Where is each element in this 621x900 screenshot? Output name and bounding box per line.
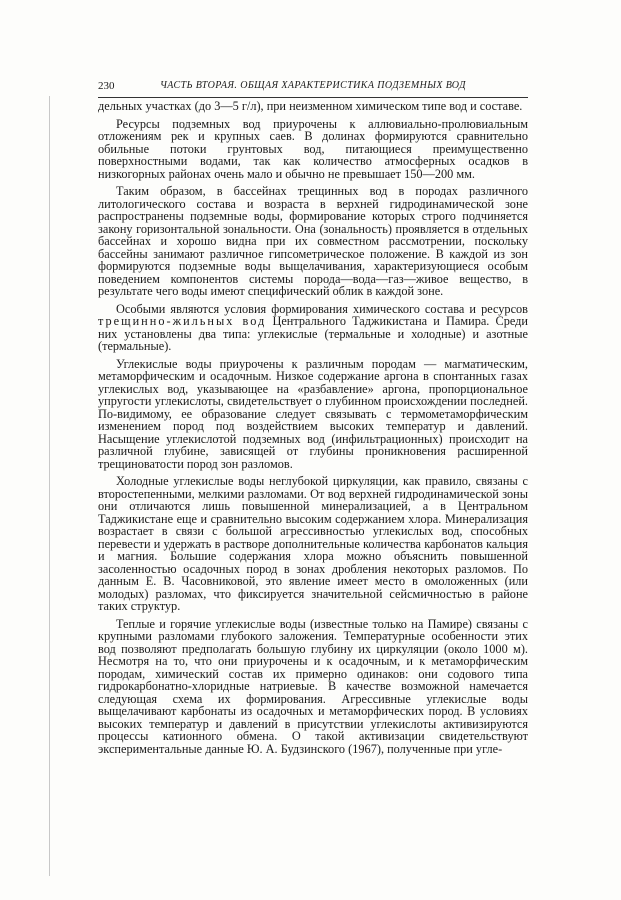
paragraph-4-after: Центрального Таджикистана и Памира. Среди них установлены два типа: углекислые (термальные и холодные) и азотные (термальные). bbox=[98, 314, 528, 353]
paragraph-1: дельных участках (до 3—5 г/л), при неизменном химическом типе вод и составе. bbox=[98, 99, 523, 113]
paragraph-4-spaced: трещинно-жильных вод bbox=[98, 314, 267, 328]
paragraph-3: Таким образом, в бассейнах трещинных вод в породах различного литологического состава и возраста в верхней гидродинамической зоне распространены подземные воды, формирование которых строго подчиняется закону горизонтальной зональности. Она (зональность) проявляется в отдельных бассейнах и хорошо видна при их совместном рассмотрении, поскольку бассейны занимают различное гипсометрическое положение. В каждой из зон формируются подземные воды выщелачивания, характеризующиеся особым поведением компонентов системы порода—вода—газ—живое вещество, в результате чего воды имеют специфический облик в каждой зоне. bbox=[98, 184, 528, 298]
page-header bbox=[98, 80, 528, 94]
paragraph-4-before: Особыми являются условия формирования химического состава и ресурсов bbox=[116, 301, 528, 316]
paragraph-2: Ресурсы подземных вод приурочены к аллювиально-пролювиальным отложениям рек и крупных саев. В долинах формируются сравнительно обильные потоки грунтовых вод, питающиеся преимущественно поверхностными водами, так как количество атмосферных осадков в низкогорных районах очень мало и обычно не превышает 150—200 мм. bbox=[98, 116, 528, 181]
paragraph-5: Углекислые воды приурочены к различным породам — магматическим, метаморфическим и осадочным. Низкое содержание аргона в спонтанных газах углекислых вод, указывающее на «разбавление» аргона, пропорциональное упругости углекислоты, свидетельствует о глубинном происхождении последней. По-видимому, ее образование следует связывать с термометаморфическим изменением пород под воздействием высоких температур и давлений. Насыщение углекислотой подземных вод (инфильтрационных) происходит на различной глубине, зависящей от глубины проникновения расширенной трещиноватости пород зон разломов. bbox=[98, 356, 528, 471]
gutter-line bbox=[49, 96, 50, 876]
header-rule bbox=[98, 97, 528, 98]
paragraph-7: Теплые и горячие углекислые воды (известные только на Памире) связаны с крупными разломами глубокого заложения. Температурные особенности этих вод позволяют предполагать большую глубину их циркуляции (около 1000 м). Несмотря на то, что они приурочены и к осадочным, и к метаморфическим породам, химический состав их примерно одинаков: они содового типа гидрокарбонатно-хлоридные натриевые. В качестве возможной намечается следующая схема их формирования. Агрессивные углекислые воды выщелачивают карбонаты из осадочных и метаморфических пород. В условиях высоких температур и давлений в присутствии углекислоты активизируются процессы катионного обмена. О такой активизации свидетельствуют экспериментальные данные Ю. А. Будзинского (1967), полученные при угле- bbox=[98, 616, 528, 756]
paragraph-6: Холодные углекислые воды неглубокой циркуляции, как правило, связаны с второстепенными, мелкими разломами. От вод верхней гидродинамической зоны они отличаются лишь повышенной минерализацией, а в Центральном Таджикистане еще и сравнительно высоким содержанием хлора. Минерализация возрастает в связи с большой агрессивностью углекислых вод, способных перевести и удержать в растворе дополнительные количества карбонатов кальция и магния. Большие содержания хлора можно объяснить повышенной засоленностью осадочных пород в зонах дробления некоторых разломов. По данным Е. В. Часовниковой, это явление имеет место в омоложенных (или молодых) разломах, что фиксируется значительной сейсмичностью в районе таких структур. bbox=[98, 474, 528, 613]
running-head: ЧАСТЬ ВТОРАЯ. ОБЩАЯ ХАРАКТЕРИСТИКА ПОДЗЕМНЫХ ВОД bbox=[160, 80, 466, 91]
paragraph-4 bbox=[98, 303, 528, 353]
page-number: 230 bbox=[98, 80, 115, 92]
body-text bbox=[98, 100, 528, 760]
